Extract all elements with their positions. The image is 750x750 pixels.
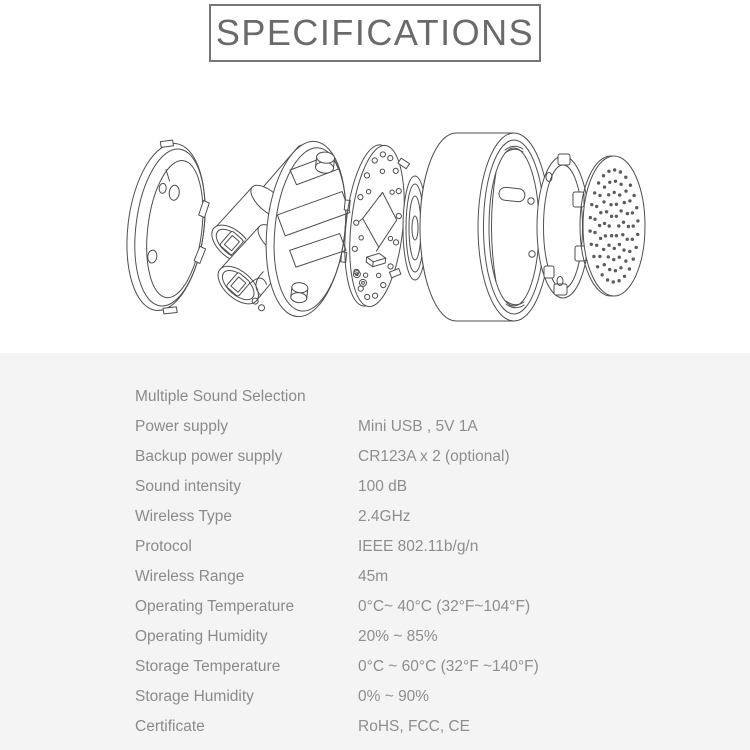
- bracket-ring-drawing: [537, 154, 589, 298]
- spec-row: [135, 652, 730, 682]
- inner-housing-drawing: [251, 137, 358, 321]
- spec-label: Operating Humidity: [135, 628, 268, 645]
- spec-row: [135, 562, 730, 592]
- spec-label: Wireless Range: [135, 568, 245, 585]
- main-housing-drawing: [420, 133, 550, 321]
- spec-panel: [0, 353, 750, 750]
- spec-label: Operating Temperature: [135, 598, 295, 615]
- spec-value: Mini USB , 5V 1A: [358, 418, 478, 435]
- spec-label: Power supply: [135, 418, 229, 435]
- spec-row: [135, 412, 730, 442]
- page-title: SPECIFICATIONS: [215, 12, 535, 53]
- spec-row: [135, 472, 730, 502]
- spec-row: [135, 622, 730, 652]
- spec-row: [135, 382, 730, 412]
- spec-label: Storage Temperature: [135, 658, 281, 675]
- spec-row: [135, 442, 730, 472]
- spec-label: Protocol: [135, 538, 192, 555]
- spec-value: 100 dB: [358, 478, 408, 495]
- spec-value: 0% ~ 90%: [358, 688, 430, 705]
- spec-row: [135, 502, 730, 532]
- speaker-grille-drawing: [580, 156, 645, 296]
- title-box: [209, 4, 541, 62]
- spec-value: IEEE 802.11b/g/n: [358, 538, 479, 555]
- spec-value: CR123A x 2 (optional): [358, 448, 510, 465]
- spec-value: [358, 382, 730, 412]
- mounting-plate-drawing: [118, 136, 219, 318]
- spec-value: 45m: [358, 568, 389, 585]
- spec-label: Storage Humidity: [135, 688, 254, 705]
- spec-label: Backup power supply: [135, 448, 283, 465]
- spec-label: Certificate: [135, 718, 205, 735]
- spec-value: 0°C ~ 60°C (32°F ~140°F): [358, 658, 539, 675]
- spec-label: Wireless Type: [135, 508, 233, 525]
- spec-value: 20% ~ 85%: [358, 628, 438, 645]
- exploded-view-diagram: [0, 100, 750, 360]
- spec-label: Multiple Sound Selection: [135, 388, 306, 405]
- spec-value: 0°C~ 40°C (32°F~104°F): [358, 598, 531, 615]
- spec-label: Sound intensity: [135, 478, 241, 495]
- spec-value: RoHS, FCC, CE: [358, 718, 470, 735]
- spec-row: [135, 682, 730, 712]
- spec-value: 2.4GHz: [358, 508, 411, 525]
- spec-row: [135, 592, 730, 622]
- spec-row: [135, 712, 730, 742]
- spec-row: [135, 532, 730, 562]
